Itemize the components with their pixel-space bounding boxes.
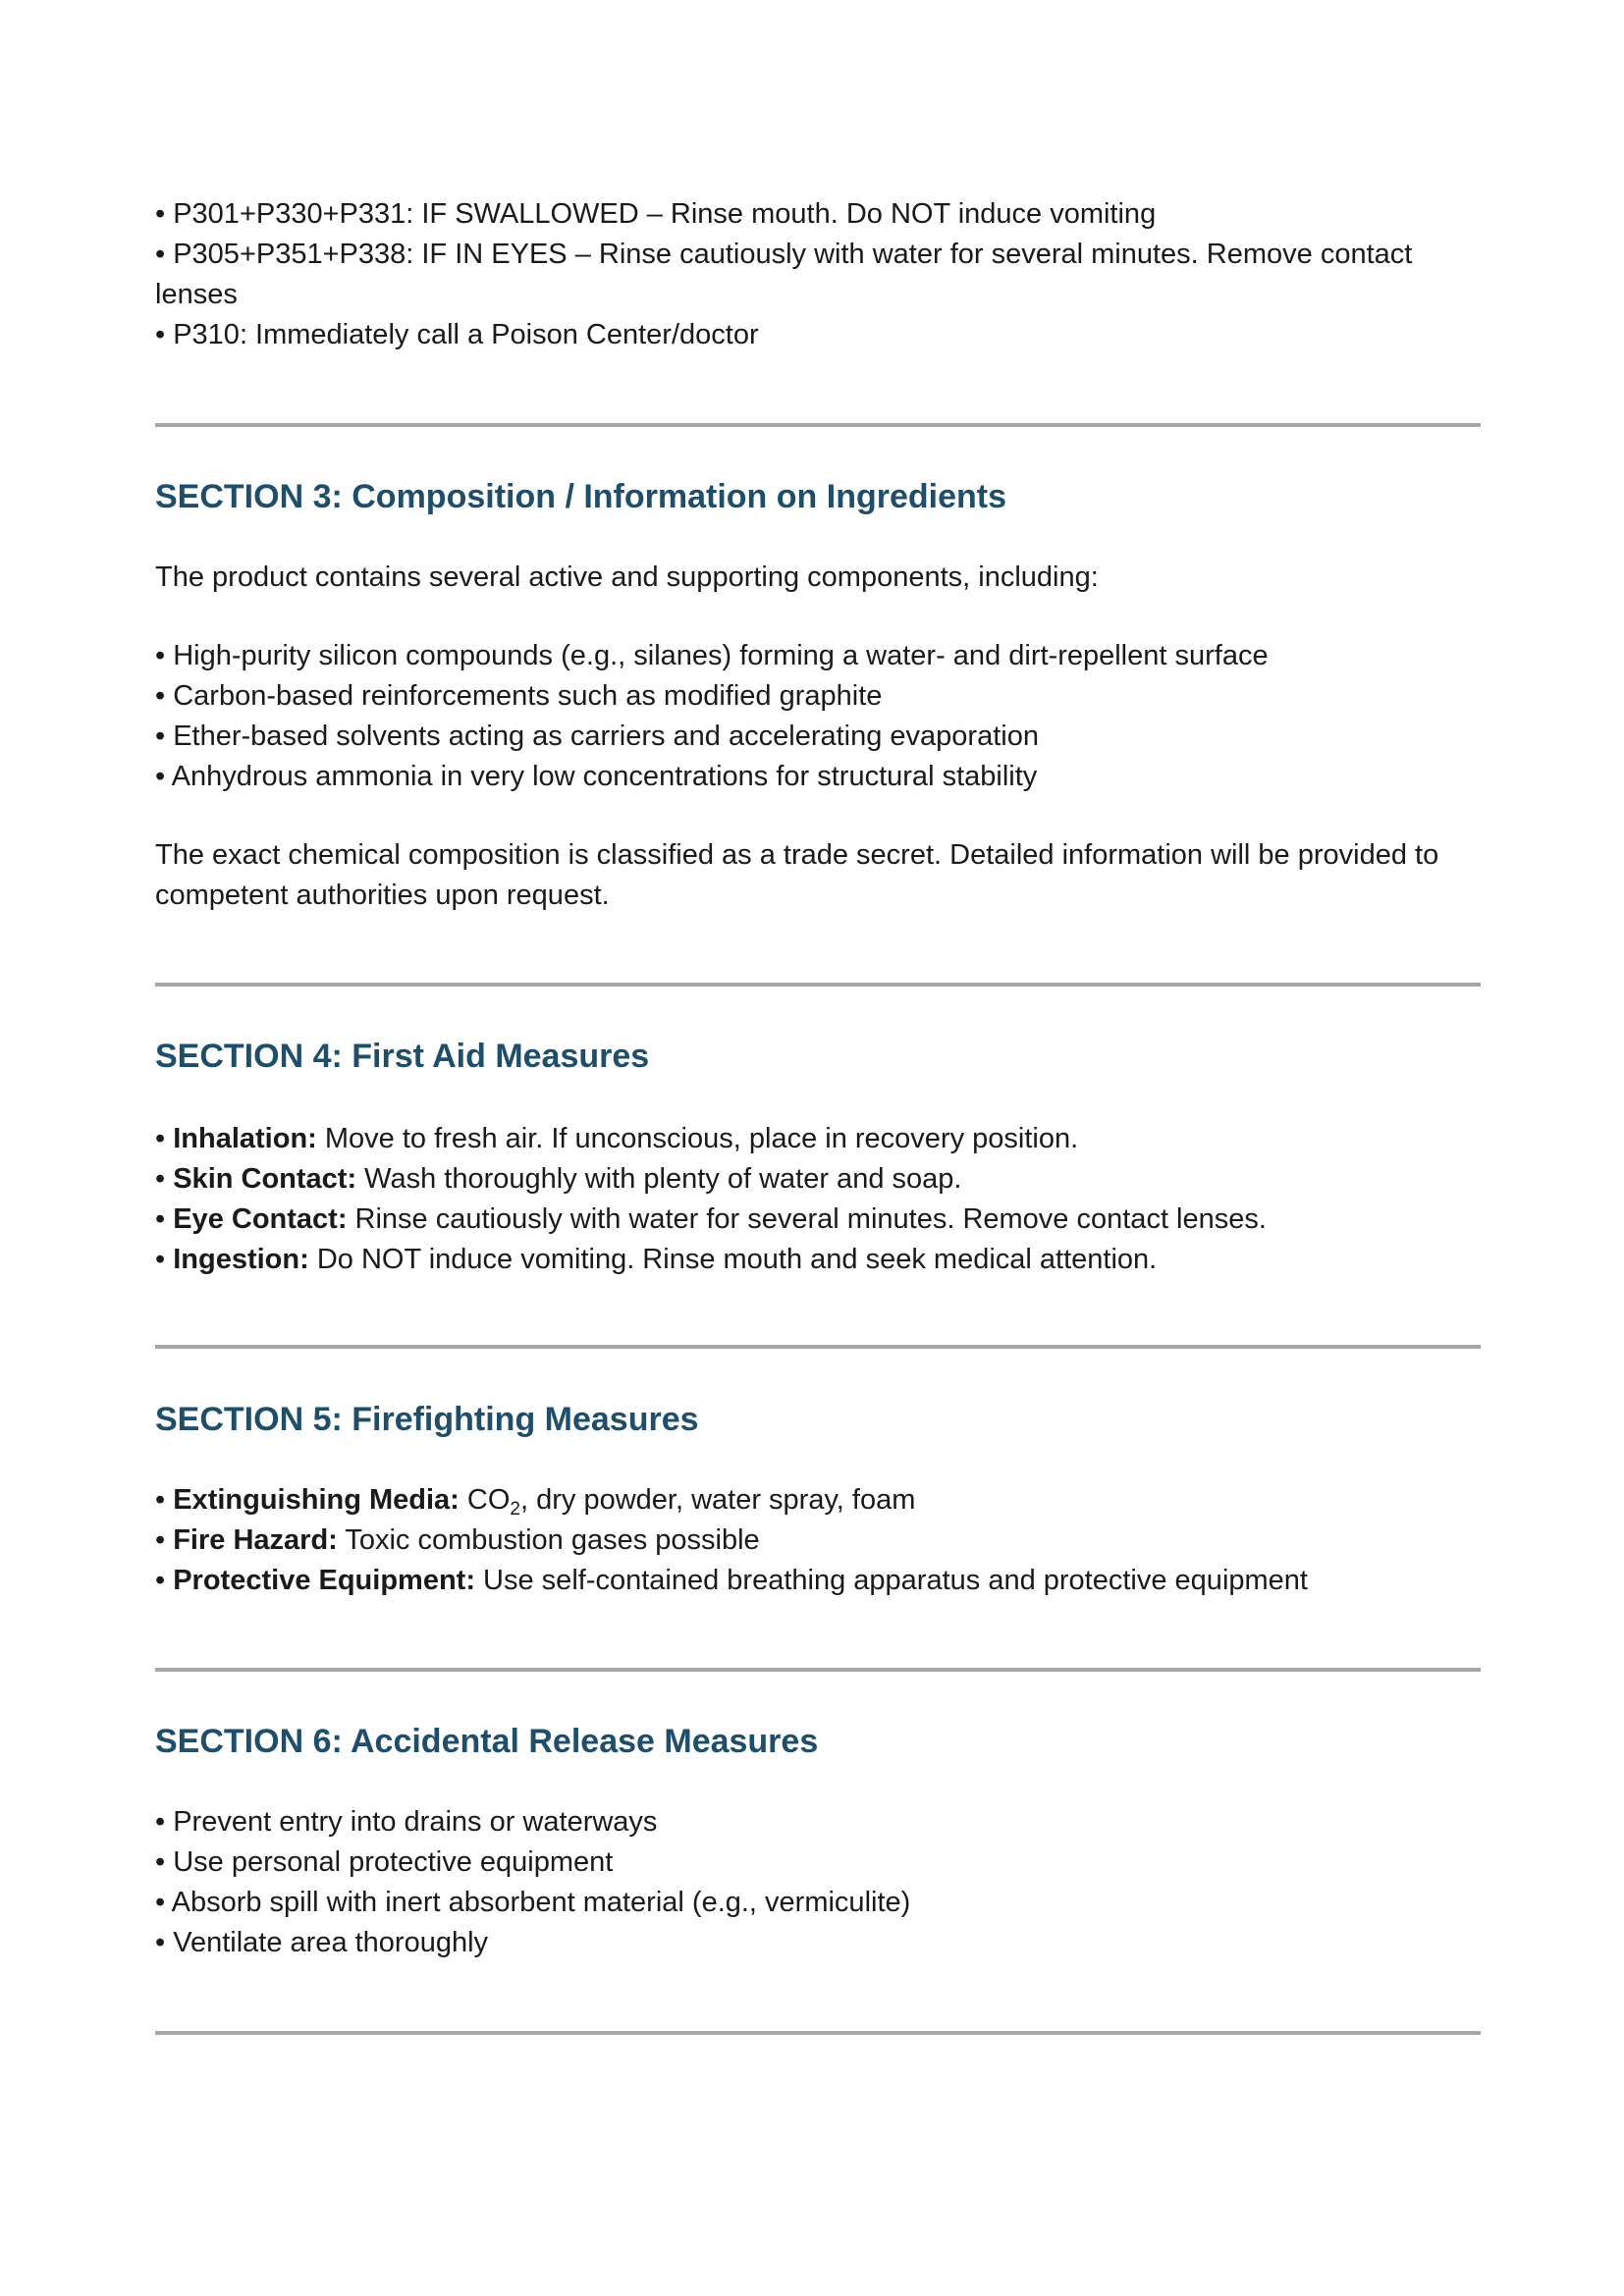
list-item: • P305+P351+P338: IF IN EYES – Rinse cautiously with water for several minutes. Remove contact lenses — [155, 239, 1413, 310]
item-label: Fire Hazard: — [173, 1524, 338, 1556]
item-label: Inhalation: — [173, 1123, 317, 1154]
section-divider — [155, 1668, 1481, 1672]
section-5-title: SECTION 5: Firefighting Measures — [155, 1401, 699, 1438]
first-aid-list — [155, 1119, 1481, 1280]
list-item — [155, 1521, 1481, 1561]
release-list — [155, 1802, 1481, 1963]
item-label: Extinguishing Media: — [173, 1484, 460, 1516]
list-item: • Anhydrous ammonia in very low concentrations for structural stability — [155, 761, 1038, 792]
item-label: Ingestion: — [173, 1244, 309, 1275]
bullet: • — [155, 1203, 174, 1235]
item-text: Move to fresh air. If unconscious, place in recovery position. — [316, 1123, 1079, 1154]
list-item — [155, 1240, 1481, 1280]
trade-secret-note: The exact chemical composition is classified as a trade secret. Detailed information will be provided to competent authorities upon request. — [155, 839, 1439, 911]
list-item — [155, 1480, 1481, 1521]
bullet: • — [155, 1565, 174, 1596]
list-item: • Prevent entry into drains or waterways — [155, 1806, 658, 1838]
list-item — [155, 1561, 1481, 1601]
list-item: • P310: Immediately call a Poison Center/doctor — [155, 319, 759, 350]
firefighting-list — [155, 1480, 1481, 1601]
item-text: Toxic combustion gases possible — [337, 1524, 760, 1556]
item-text: Wash thoroughly with plenty of water and soap. — [356, 1163, 962, 1195]
section-divider — [155, 983, 1481, 987]
list-item: • Use personal protective equipment — [155, 1846, 614, 1878]
item-label: Eye Contact: — [173, 1203, 348, 1235]
item-text: Rinse cautiously with water for several minutes. Remove contact lenses. — [347, 1203, 1267, 1235]
bullet: • — [155, 1123, 174, 1154]
list-item: • Absorb spill with inert absorbent material (e.g., vermiculite) — [155, 1887, 911, 1918]
section-3-title: SECTION 3: Composition / Information on Ingredients — [155, 478, 1006, 515]
list-item: • Ether-based solvents acting as carriers and accelerating evaporation — [155, 721, 1039, 752]
list-item: • High-purity silicon compounds (e.g., silanes) forming a water- and dirt-repellent surface — [155, 640, 1269, 671]
section-3-intro: The product contains several active and supporting components, including: — [155, 561, 1099, 593]
section-divider — [155, 1345, 1481, 1349]
section-divider — [155, 2031, 1481, 2035]
list-item: • Ventilate area thoroughly — [155, 1927, 489, 1958]
list-item — [155, 1119, 1481, 1159]
bullet: • — [155, 1163, 174, 1195]
bullet: • — [155, 1484, 174, 1516]
ingredient-list — [155, 636, 1481, 797]
item-text: Use self-contained breathing apparatus and protective equipment — [475, 1565, 1308, 1596]
section-divider — [155, 423, 1481, 427]
list-item — [155, 1159, 1481, 1200]
item-text: Do NOT induce vomiting. Rinse mouth and seek medical attention. — [308, 1244, 1158, 1275]
precaution-list — [155, 194, 1481, 355]
bullet: • — [155, 1244, 174, 1275]
section-6-title: SECTION 6: Accidental Release Measures — [155, 1723, 819, 1760]
bullet: • — [155, 1524, 174, 1556]
item-text: CO — [459, 1484, 511, 1516]
list-item: • Carbon-based reinforcements such as modified graphite — [155, 680, 883, 712]
list-item — [155, 1200, 1481, 1240]
item-text: , dry powder, water spray, foam — [519, 1484, 916, 1516]
subscript: 2 — [510, 1499, 520, 1520]
list-item: • P301+P330+P331: IF SWALLOWED – Rinse mouth. Do NOT induce vomiting — [155, 198, 1157, 230]
section-4-title: SECTION 4: First Aid Measures — [155, 1038, 650, 1075]
item-label: Skin Contact: — [173, 1163, 357, 1195]
item-label: Protective Equipment: — [173, 1565, 475, 1596]
